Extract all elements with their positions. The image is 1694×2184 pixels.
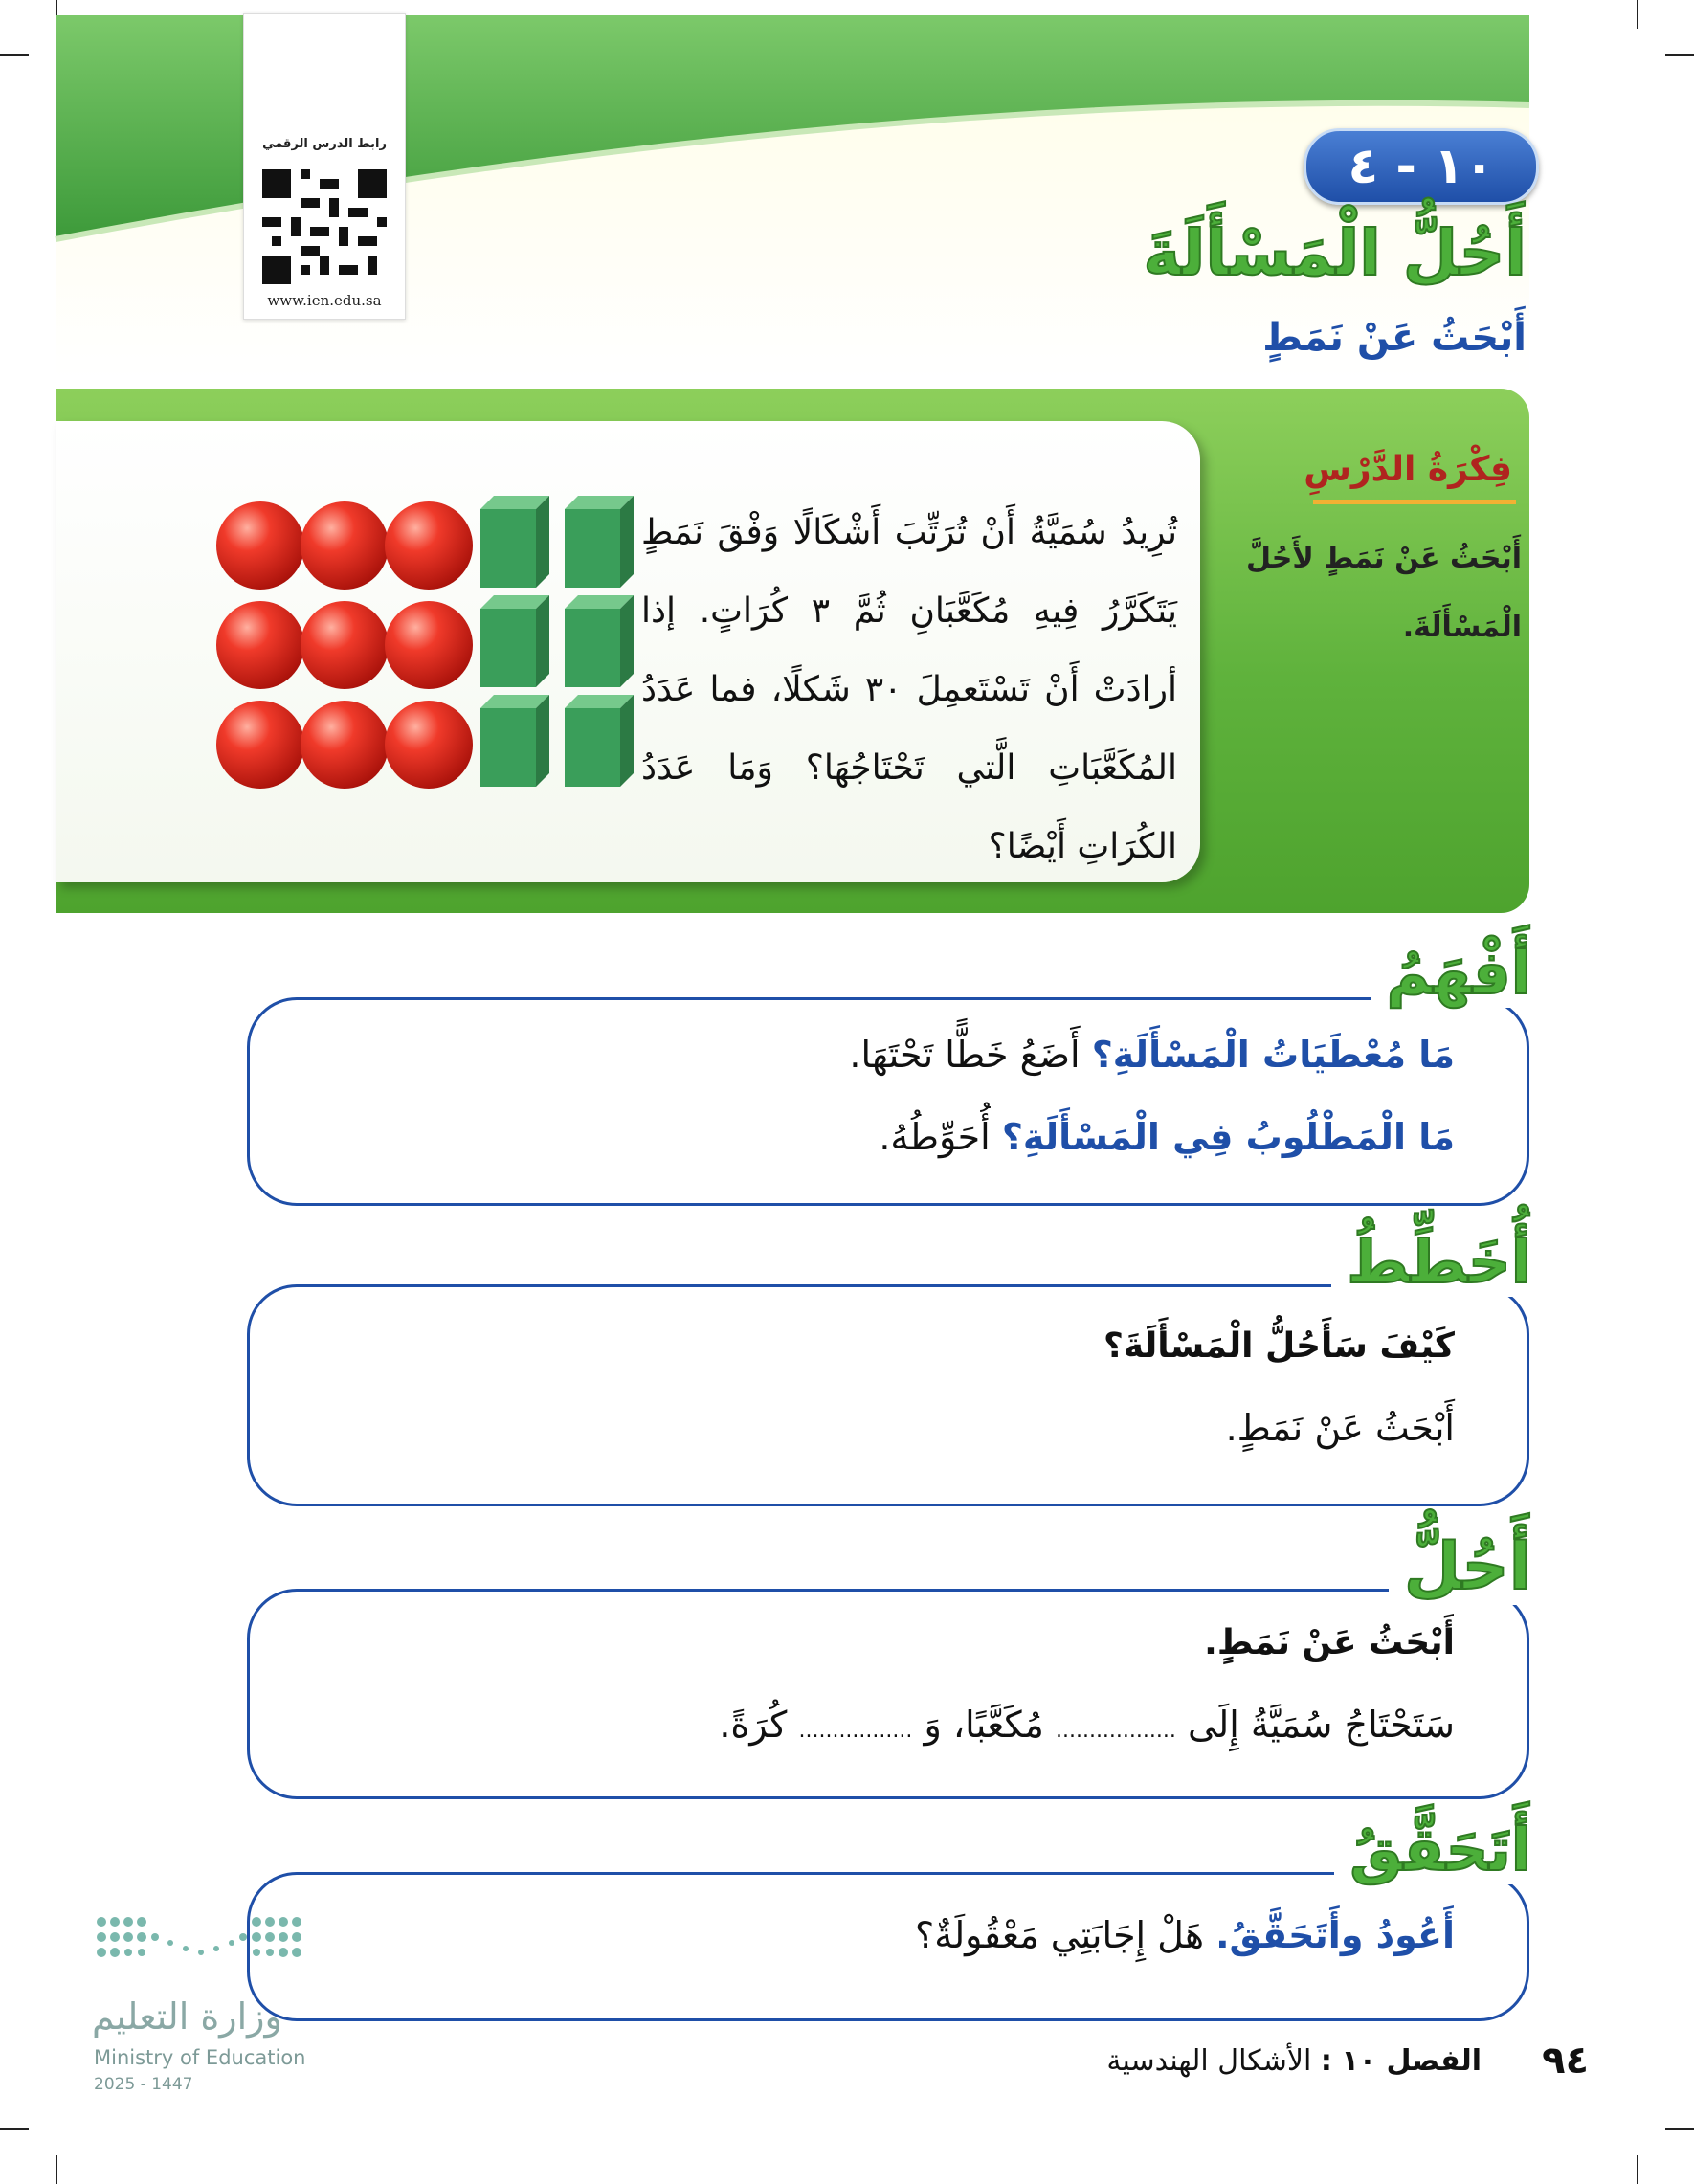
lesson-number-badge: ١٠ - ٤ xyxy=(1304,128,1539,205)
cube-icon xyxy=(480,595,549,687)
ball-icon xyxy=(385,701,473,789)
understand-heading: أَفْهَمُ xyxy=(1371,938,1531,1008)
ball-icon xyxy=(216,701,304,789)
solve-box xyxy=(247,1589,1529,1799)
ball-icon xyxy=(216,601,304,689)
cube-icon xyxy=(480,496,549,588)
ball-icon xyxy=(301,601,389,689)
check-answer: هَلْ إِجَابَتِي مَعْقُولَةٌ؟ xyxy=(915,1914,1205,1956)
page-title: أَحُلُّ الْمَسْأَلَةَ xyxy=(1143,216,1527,290)
lesson-idea-underline xyxy=(1313,500,1516,504)
solve-sentence xyxy=(719,1704,1455,1746)
plan-box xyxy=(247,1284,1529,1506)
cube-icon xyxy=(480,695,549,787)
understand-answer-1: أَضَعُ خَطًّا تَحْتَهَا. xyxy=(849,1034,1081,1076)
chapter-footer xyxy=(1106,2044,1482,2078)
solve-text-mid: مُكَعَّبًا، وَ xyxy=(924,1704,1044,1746)
plan-answer: أَبْحَثُ عَنْ نَمَطٍ. xyxy=(1225,1407,1455,1449)
ministry-year: 2025 - 1447 xyxy=(94,2075,193,2094)
check-heading: أَتَحَقَّقُ xyxy=(1334,1815,1531,1884)
solve-blank-cubes[interactable]: .................. xyxy=(1055,1719,1176,1743)
page-number: ٩٤ xyxy=(1542,2039,1589,2083)
ministry-logo-icon xyxy=(94,1914,304,1991)
chapter-title: الأشكال الهندسية xyxy=(1106,2044,1312,2078)
solve-blank-balls[interactable]: ................. xyxy=(798,1719,913,1743)
row-1 xyxy=(216,496,634,590)
crop-mark xyxy=(1665,2128,1694,2130)
cube-icon xyxy=(565,496,634,588)
ball-icon xyxy=(301,501,389,590)
understand-question-2: مَا الْمَطْلُوبُ فِي الْمَسْأَلَةِ؟ xyxy=(1001,1116,1455,1158)
row-2 xyxy=(216,595,634,689)
ministry-english-name: Ministry of Education xyxy=(94,2046,306,2069)
pattern-illustration xyxy=(211,496,651,802)
ball-icon xyxy=(216,501,304,590)
ball-icon xyxy=(301,701,389,789)
cube-icon xyxy=(565,595,634,687)
crop-mark xyxy=(56,2155,57,2184)
check-question: أَعُودُ وأَتَحَقَّقُ. xyxy=(1215,1914,1455,1956)
understand-line-1 xyxy=(849,1034,1455,1076)
crop-mark xyxy=(1637,2155,1638,2184)
cube-icon xyxy=(565,695,634,787)
understand-question-1: مَا مُعْطَيَاتُ الْمَسْأَلَةِ؟ xyxy=(1091,1034,1455,1076)
plan-question: كَيْفَ سَأَحُلُّ الْمَسْأَلَةَ؟ xyxy=(1103,1326,1455,1366)
solve-hint: أَبْحَثُ عَنْ نَمَطٍ. xyxy=(1204,1623,1455,1662)
qr-code-icon[interactable] xyxy=(262,167,387,286)
lesson-idea-heading: فِكْرَةُ الدَّرْسِ xyxy=(1304,450,1512,489)
problem-statement: تُرِيدُ سُمَيَّةُ أَنْ تُرَتِّبَ أَشْكَالًا وَفْقَ نَمَطٍ يَتَكَرَّرُ فِيهِ مُكَعَّبَانِ ثُمَّ ٣ كُرَاتٍ. إذا أرادَتْ أَنْ تَسْتَعمِلَ ٣٠ شَكلًا، فما عَدَدُ المُكَعَّبَاتِ الَّتي تَحْتَاجُهَا؟ وَمَا عَدَدُ الكُرَاتِ أَيْضًا؟ xyxy=(641,513,1177,866)
understand-box xyxy=(247,997,1529,1206)
understand-answer-2: أُحَوِّطُهُ. xyxy=(879,1116,991,1158)
chapter-label: الفصل ١٠ xyxy=(1341,2044,1482,2078)
ball-icon xyxy=(385,501,473,590)
understand-line-2 xyxy=(879,1116,1455,1158)
solve-text-start: سَتَحْتَاجُ سُمَيَّةُ إِلَى xyxy=(1187,1704,1455,1746)
plan-heading: أُخَطِّطُ xyxy=(1331,1227,1531,1297)
ball-icon xyxy=(385,601,473,689)
chapter-separator: : xyxy=(1320,2044,1332,2078)
check-line xyxy=(915,1914,1455,1956)
page-subtitle: أَبْحَثُ عَنْ نَمَطٍ xyxy=(1262,316,1527,360)
solve-heading: أَحُلُّ xyxy=(1389,1529,1531,1605)
lesson-idea-text: أَبْحَثُ عَنْ نَمَطٍ لأَحُلَّ الْمَسْأَلَةَ. xyxy=(1246,542,1522,644)
qr-card[interactable] xyxy=(243,13,406,320)
qr-label: رابط الدرس الرقمي xyxy=(262,137,387,151)
row-3 xyxy=(216,695,634,789)
ministry-arabic-name: وزارة التعليم xyxy=(92,1995,282,2038)
qr-url[interactable]: www.ien.edu.sa xyxy=(267,292,382,309)
solve-text-end: كُرَةً. xyxy=(719,1704,788,1746)
crop-mark xyxy=(0,2128,29,2130)
